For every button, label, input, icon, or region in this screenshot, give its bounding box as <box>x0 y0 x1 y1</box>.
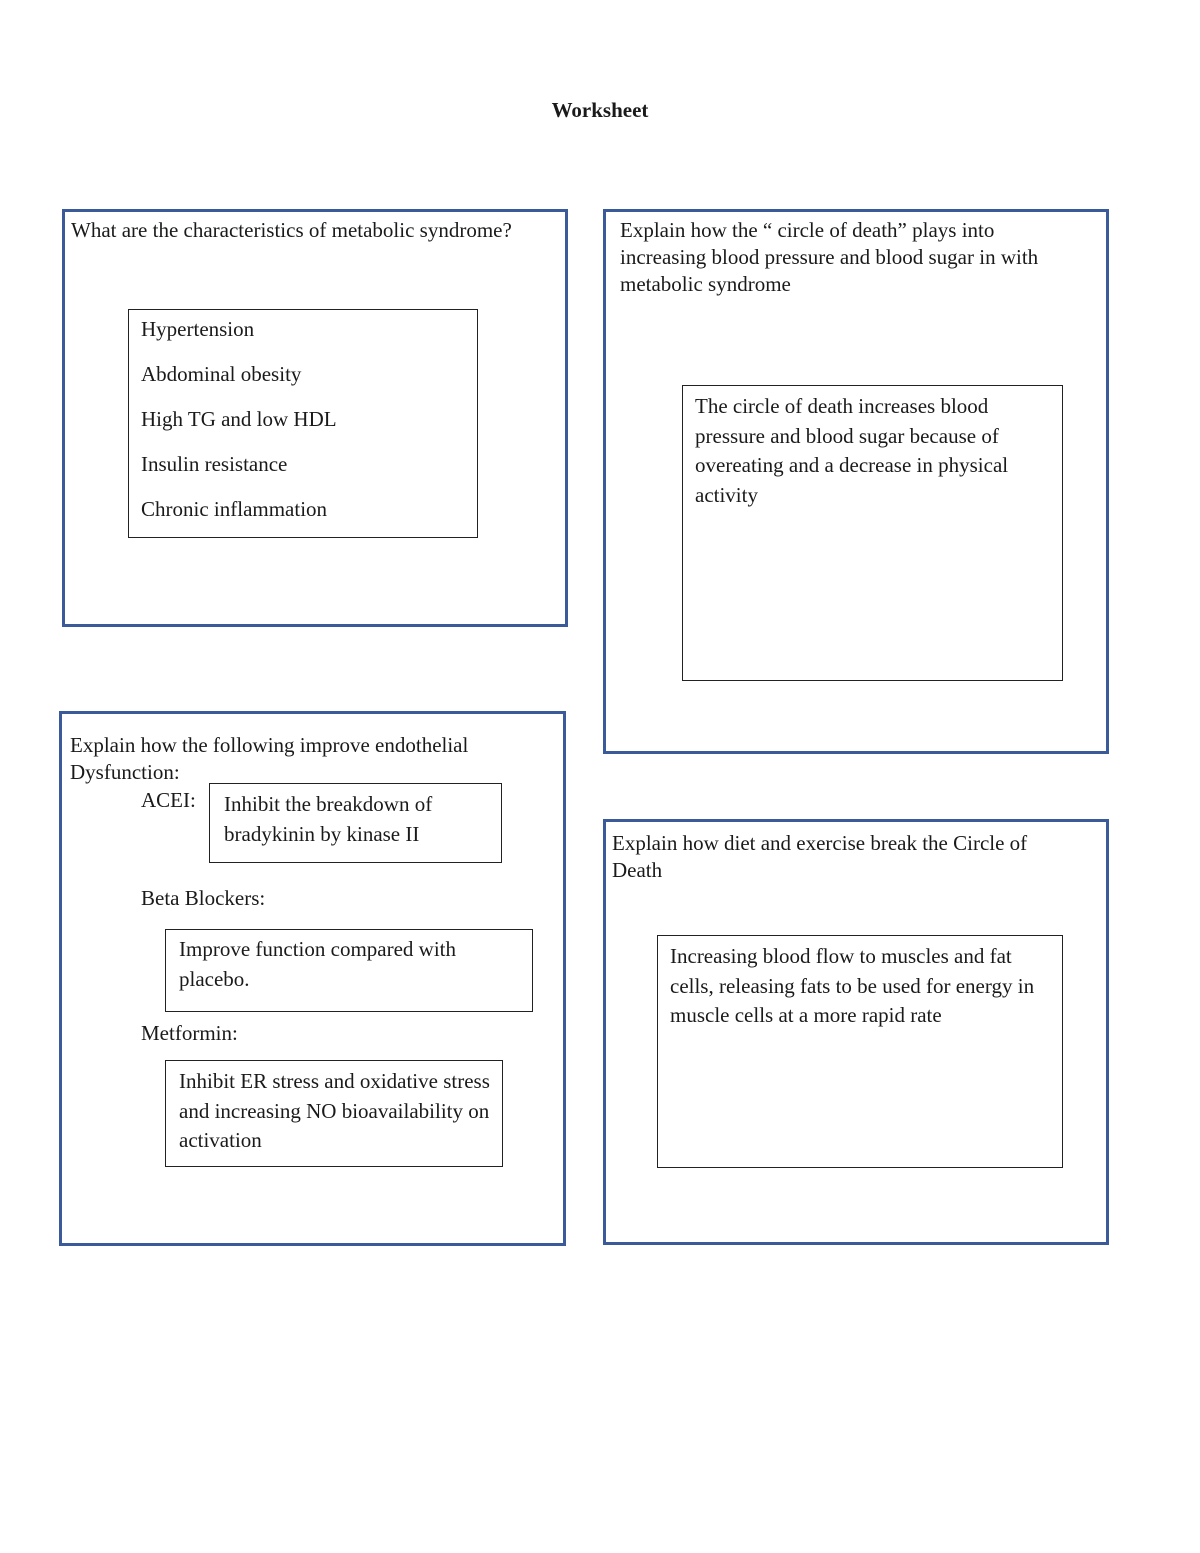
acei-answer: Inhibit the breakdown of bradykinin by kinase II <box>224 792 438 846</box>
diet-exercise-answer: Increasing blood flow to muscles and fat cells, releasing fats to be used for energy in muscle cells at a more rapid rate <box>670 944 1040 1027</box>
characteristic-item: High TG and low HDL <box>141 407 337 431</box>
characteristics-box <box>62 209 568 627</box>
circle-of-death-answer-box <box>682 385 1063 681</box>
metformin-answer: Inhibit ER stress and oxidative stress and increasing NO bioavailability on activation <box>179 1069 496 1152</box>
acei-label: ACEI: <box>141 788 196 812</box>
beta-blockers-label: Beta Blockers: <box>141 886 266 910</box>
diet-exercise-box <box>603 819 1109 1245</box>
circle-of-death-box <box>603 209 1109 754</box>
beta-blockers-answer: Improve function compared with placebo. <box>179 937 462 991</box>
metformin-label: Metformin: <box>141 1021 238 1045</box>
metformin-answer-box <box>165 1060 503 1167</box>
circle-of-death-answer: The circle of death increases blood pressure and blood sugar because of overeating and a decrease in physical activity <box>695 394 1014 507</box>
endothelial-dysfunction-box <box>59 711 566 1246</box>
endothelial-question: Explain how the following improve endothelial Dysfunction: <box>70 733 474 784</box>
acei-answer-box <box>209 783 502 863</box>
diet-exercise-answer-box <box>657 935 1063 1168</box>
page-title: Worksheet <box>551 98 649 122</box>
characteristics-answer-box <box>128 309 478 538</box>
circle-of-death-question: Explain how the “ circle of death” plays into increasing blood pressure and blood sugar in with metabolic syndrome <box>620 218 1044 296</box>
characteristic-item: Hypertension <box>141 317 255 341</box>
characteristic-item: Abdominal obesity <box>141 362 302 386</box>
beta-blockers-answer-box <box>165 929 533 1012</box>
characteristic-item: Insulin resistance <box>141 452 288 476</box>
characteristics-question: What are the characteristics of metabolic syndrome? <box>71 218 512 242</box>
characteristic-item: Chronic inflammation <box>141 497 328 521</box>
diet-exercise-question: Explain how diet and exercise break the Circle of Death <box>612 831 1033 882</box>
